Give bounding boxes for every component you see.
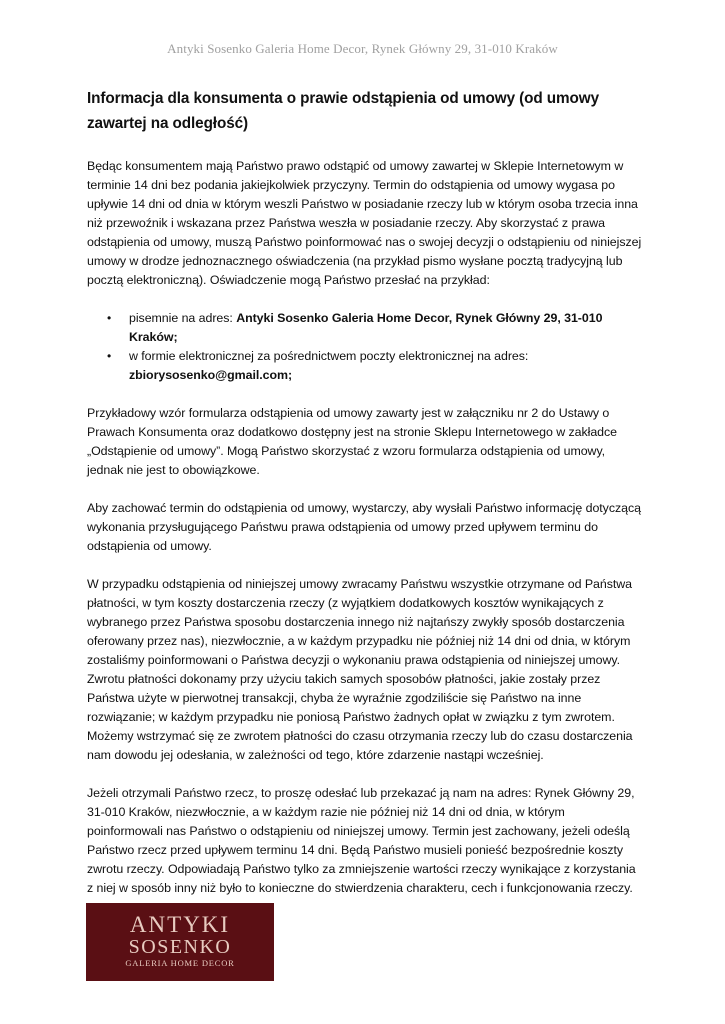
deadline-paragraph: Aby zachować termin do odstąpienia od umowy, wystarczy, aby wysłali Państwo informację dotyczącą wykonania przysługującego Państwu prawa odstąpienia od umowy przed upływem terminu do odstąpienia od umowy. — [87, 501, 641, 553]
bullet-icon: • — [107, 311, 112, 325]
intro-paragraph: Będąc konsumentem mają Państwo prawo odstąpić od umowy zawartej w Sklepie Internetowym w terminie 14 dni bez podania jakiejkolwiek przyczyny. Termin do odstąpienia od umowy wygasa po upływie 14 dni od dnia w którym weszli Państwo w posiadanie rzeczy lub w którym osoba trzecia inna niż przewoźnik i wskazana przez Państwa weszła w posiadanie rzeczy. Aby skorzystać z prawa odstąpienia od umowy, muszą Państwo poinformować nas o swojej decyzji o odstąpieniu od niniejszej umowy w drodze jednoznacznego oświadczenia (na przykład pismo wysłane pocztą tradycyjną lub pocztą elektroniczną). Oświadczenie mogą Państwo przesłać na przykład: — [87, 159, 642, 287]
document-title: Informacja dla konsumenta o prawie odstąpienia od umowy (od umowy zawartej na odległość) — [87, 90, 599, 132]
return-paragraph: Jeżeli otrzymali Państwo rzecz, to proszę odesłać lub przekazać ją nam na adres: Rynek Główny 29, 31-010 Kraków, niezwłocznie, a w każdym razie nie później niż 14 dni od dnia, w którym poinformowali nas Państwo o odstąpieniu od niniejszej umowy. Termin jest zachowany, jeżeli odeślą Państwo rzecz przed upływem terminu 14 dni. Będą Państwo musieli ponieść bezpośrednie koszty zwrotu rzeczy. Odpowiadają Państwo tylko za zmniejszenie wartości rzeczy wynikające z korzystania z niej w sposób inny niż było to konieczne do stwierdzenia charakteru, cech i funkcjonowania rzeczy. — [87, 786, 636, 895]
document-body — [87, 86, 643, 898]
antyki-sosenko-logo — [86, 903, 274, 981]
list-item-text: pisemnie na adres: — [129, 311, 237, 325]
contact-methods-list — [87, 309, 643, 385]
list-item — [87, 309, 643, 347]
logo-line-galeria: GALERIA HOME DECOR — [125, 958, 235, 968]
list-item-text: w formie elektronicznej za pośrednictwem poczty elektronicznej na adres: — [129, 349, 529, 363]
list-item — [87, 347, 643, 385]
page-header: Antyki Sosenko Galeria Home Decor, Rynek Główny 29, 31-010 Kraków — [167, 41, 558, 56]
email-address: zbiorysosenko@gmail.com; — [129, 368, 293, 382]
postal-address: Antyki Sosenko Galeria Home Decor, Rynek Główny 29, 31-010 Kraków; — [129, 311, 603, 344]
refund-paragraph: W przypadku odstąpienia od niniejszej umowy zwracamy Państwu wszystkie otrzymane od Państwa płatności, w tym koszty dostarczenia rzeczy (z wyjątkiem dodatkowych kosztów wynikających z wybranego przez Państwa sposobu dostarczenia innego niż najtańszy zwykły sposób dostarczenia oferowany przez nas), niezwłocznie, a w każdym przypadku nie później niż 14 dni od dnia, w którym zostaliśmy poinformowani o Państwa decyzji o wykonaniu prawa odstąpienia od niniejszej umowy. Zwrotu płatności dokonamy przy użyciu takich samych sposobów płatności, jakie zostały przez Państwa użyte w pierwotnej transakcji, chyba że wyraźnie zgodziliście się Państwo na inne rozwiązanie; w każdym przypadku nie poniosą Państwo żadnych opłat w związku z tym zwrotem. Możemy wstrzymać się ze zwrotem płatności do czasu otrzymania rzeczy lub do czasu dostarczenia nam dowodu jej odesłania, w zależności od tego, które zdarzenie nastąpi wcześniej. — [87, 577, 633, 762]
logo-line-antyki: ANTYKI — [129, 912, 231, 937]
bullet-icon: • — [107, 349, 112, 363]
logo-line-sosenko: SOSENKO — [128, 936, 232, 958]
form-template-paragraph: Przykładowy wzór formularza odstąpienia od umowy zawarty jest w załączniku nr 2 do Ustawy o Prawach Konsumenta oraz dodatkowo dostępny jest na stronie Sklepu Internetowego w zakładce „Odstąpienie od umowy”. Mogą Państwo skorzystać z wzoru formularza odstąpienia od umowy, jednak nie jest to obowiązkowe. — [87, 406, 617, 477]
